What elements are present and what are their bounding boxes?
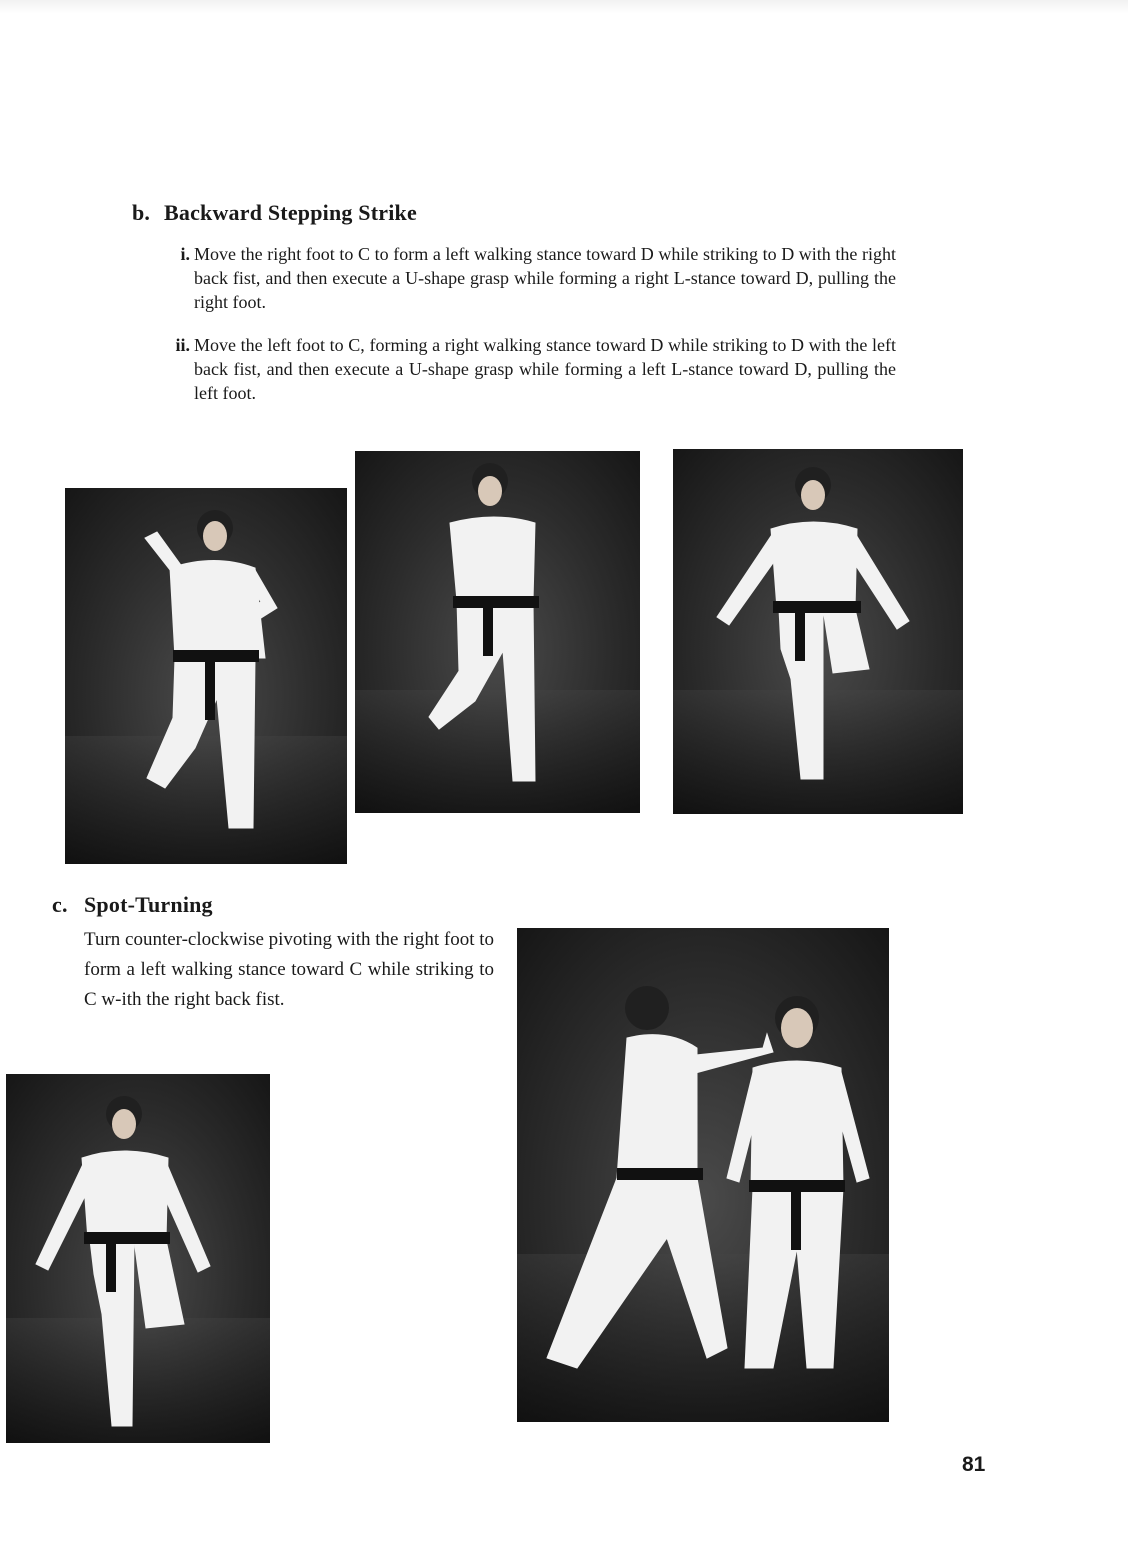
section-c-title: Spot-Turning (84, 892, 213, 917)
figure-u-shape-grasp-illustration (355, 451, 640, 813)
section-c-marker: c. (52, 892, 68, 917)
item-ii-marker: ii. (175, 335, 190, 355)
section-b-title: Backward Stepping Strike (164, 200, 417, 225)
item-ii-text: Move the left foot to C, forming a right walking stance toward D while striking to D with the left back fist, and then execute a U-shape grasp while forming a left L-stance toward D, pulling the left foot. (194, 335, 896, 403)
martial-artist-back-fist-photo (65, 488, 347, 864)
section-c-text: Turn counter-clockwise pivoting with the right foot to form a left walking stance toward C while striking to C w-ith the right back fist. (84, 929, 495, 1010)
section-b-marker: b. (132, 200, 151, 225)
figure-spot-turning-illustration (6, 1074, 270, 1443)
two-martial-artists-back-fist-strike-photo (517, 928, 889, 1422)
item-i-text: Move the right foot to C to form a left walking stance toward D while striking to D with the right back fist, and then execute a U-shape grasp while forming a right L-stance toward D, pulling the right foot. (194, 244, 896, 312)
figure-knee-raise-illustration (673, 449, 963, 814)
two-figures-strike-illustration (517, 928, 889, 1422)
page-number: 81 (962, 1453, 986, 1476)
martial-artist-u-shape-grasp-photo (355, 451, 640, 813)
martial-artist-knee-raise-photo (673, 449, 963, 814)
figure-back-fist-illustration (65, 488, 347, 864)
section-c-heading (52, 892, 213, 918)
section-b-heading (132, 200, 417, 226)
item-i-marker: i. (180, 244, 190, 264)
scan-edge (0, 0, 1128, 14)
martial-artist-spot-turning-photo (6, 1074, 270, 1443)
